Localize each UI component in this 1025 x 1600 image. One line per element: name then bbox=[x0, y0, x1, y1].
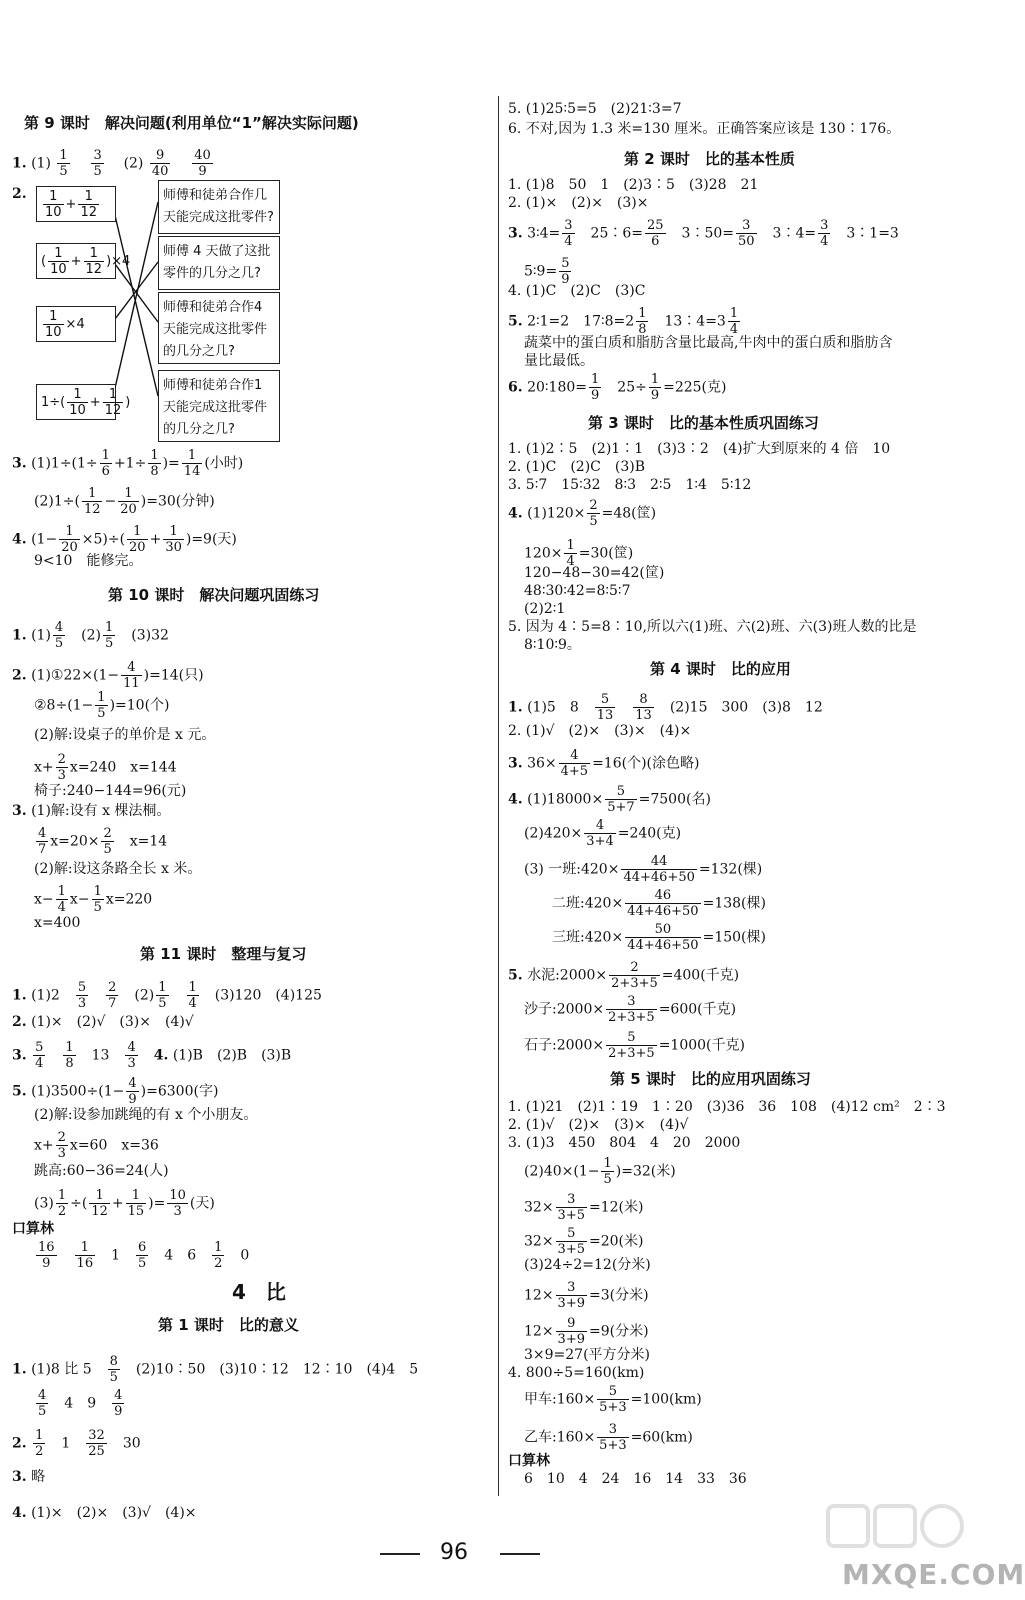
fraction: $\frac{40}{9}$ bbox=[194, 148, 211, 179]
right-top-l1: 5. (1)25∶5=5 (2)21∶3=7 bbox=[508, 101, 682, 117]
lesson2-l5: 4. (1)C (2)C (3)C bbox=[508, 283, 646, 299]
lesson2-l9: 6. 20∶180= $\frac{1}{9}$ 25÷ $\frac{1}{9}$ =225(克) bbox=[508, 372, 727, 403]
chapter4-l5: 4. (1)× (2)× (3)√ (4)× bbox=[12, 1505, 197, 1521]
lesson9-q4: 4. (1− $\frac{1}{20}$ ×5)÷( $\frac{1}{20}$ + $\frac{1}{30}$ )=9(天) bbox=[12, 524, 237, 555]
lesson5-l11: 4. 800÷5=160(km) bbox=[508, 1365, 645, 1381]
lesson2-l8: 量比最低。 bbox=[524, 353, 594, 369]
lesson10-l8: $\frac{4}{7}$ x=20× $\frac{2}{5}$ x=14 bbox=[38, 826, 168, 857]
lesson9-q3b: (2)1÷( $\frac{1}{12}$ − $\frac{1}{20}$ )=30(分钟) bbox=[34, 486, 215, 517]
match-box-right-2: 师傅 4 天做了这批零件的几分之几? bbox=[158, 236, 280, 290]
lesson9-q1: 1. (1) $\frac{1}{5}$ $\frac{3}{5}$ (2) $\frac{9}{40}$ $\frac{40}{9}$ bbox=[12, 148, 211, 179]
lesson4-l7: 二班:420× $\frac{46}{44+46+50}$ =138(棵) bbox=[552, 888, 766, 919]
lesson5-l3: 3. (1)3 450 804 4 20 2000 bbox=[508, 1135, 741, 1151]
lesson3-l5: 120× $\frac{1}{4}$ =30(筐) bbox=[524, 538, 634, 569]
chapter4-l4: 3. 略 bbox=[12, 1469, 46, 1485]
column-divider bbox=[498, 96, 499, 1496]
right-top-l2: 6. 不对,因为 1.3 米=130 厘米。正确答案应该是 130∶176。 bbox=[508, 121, 901, 137]
lesson11-l4: 5. (1)3500÷(1− $\frac{4}{9}$ )=6300(字) bbox=[12, 1076, 219, 1107]
lesson4-l9: 5. 水泥:2000× $\frac{2}{2+3+5}$ =400(千克) bbox=[508, 960, 740, 991]
lesson9-title: 第 9 课时 解决问题(利用单位“1”解决实际问题) bbox=[24, 114, 359, 132]
lesson4-l5: (2)420× $\frac{4}{3+4}$ =240(克) bbox=[524, 818, 682, 849]
chapter4-l2: $\frac{4}{5}$ 4 9 $\frac{4}{9}$ bbox=[38, 1388, 123, 1419]
lesson10-l11: x=400 bbox=[34, 915, 81, 931]
lesson5-l7: (3)24÷2=12(分米) bbox=[524, 1257, 651, 1273]
lesson4-l11: 石子:2000× $\frac{5}{2+3+5}$ =1000(千克) bbox=[524, 1030, 745, 1061]
lesson2-title: 第 2 课时 比的基本性质 bbox=[624, 150, 795, 168]
lesson5-l6: 32× $\frac{5}{3+5}$ =20(米) bbox=[524, 1226, 644, 1257]
chapter4-lesson1-title: 第 1 课时 比的意义 bbox=[158, 1316, 299, 1334]
lesson11-l6: x+ $\frac{2}{3}$ x=60 x=36 bbox=[34, 1130, 159, 1161]
lesson2-l6: 5. 2∶1=2 17∶8=2 $\frac{1}{8}$ 13∶4=3 $\frac{1}{4}$ bbox=[508, 306, 739, 337]
lesson4-l6: (3) 一班:420× $\frac{44}{44+46+50}$ =132(棵) bbox=[524, 854, 763, 885]
lesson3-l3: 3. 5∶7 15∶32 8∶3 2∶5 1∶4 5∶12 bbox=[508, 477, 752, 493]
lesson3-title: 第 3 课时 比的基本性质巩固练习 bbox=[588, 414, 819, 432]
lesson11-l8: (3) $\frac{1}{2}$ ÷( $\frac{1}{12}$ + $\frac{1}{15}$ )= $\frac{10}{3}$ (天) bbox=[34, 1188, 215, 1219]
lesson5-l10: 3×9=27(平方分米) bbox=[524, 1347, 651, 1363]
lesson11-l7: 跳高:60−36=24(人) bbox=[34, 1163, 169, 1179]
lesson3-l4: 4. (1)120× $\frac{2}{5}$ =48(筐) bbox=[508, 498, 657, 529]
lesson3-l9: 5. 因为 4∶5=8∶10,所以六(1)班、六(2)班、六(3)班人数的比是 bbox=[508, 619, 917, 635]
lesson4-l8: 三班:420× $\frac{50}{44+46+50}$ =150(棵) bbox=[552, 922, 766, 953]
lesson10-l7: 3. (1)解:设有 x 棵法桐。 bbox=[12, 803, 171, 819]
lesson9-q4b: 9<10 能修完。 bbox=[34, 553, 143, 569]
lesson5-l12: 甲车:160× $\frac{5}{5+3}$ =100(km) bbox=[524, 1384, 702, 1415]
lesson9-q3a: 3. (1)1÷(1÷ $\frac{1}{6}$ +1÷ $\frac{1}{8}$ )= $\frac{1}{14}$ (小时) bbox=[12, 448, 244, 479]
fraction: $\frac{1}{5}$ bbox=[59, 148, 68, 179]
page-number-dash-right bbox=[500, 1553, 540, 1555]
lesson10-l4: (2)解:设桌子的单价是 x 元。 bbox=[34, 727, 216, 743]
lesson10-l5: x+ $\frac{2}{3}$ x=240 x=144 bbox=[34, 752, 177, 783]
watermark-text: MXQE.COM bbox=[842, 1558, 1025, 1591]
match-box-right-4: 师傅和徒弟合作1天能完成这批零件的几分之几? bbox=[158, 370, 280, 442]
lesson3-l10: 8∶10∶9。 bbox=[524, 637, 581, 653]
lesson2-l4: 5∶9= $\frac{5}{9}$ bbox=[524, 256, 570, 287]
lesson10-l3: ②8÷(1− $\frac{1}{5}$ )=10(个) bbox=[34, 690, 170, 721]
lesson4-l1: 1. (1)5 8 $\frac{5}{13}$ $\frac{8}{13}$ (2)15 300 (3)8 12 bbox=[508, 692, 823, 723]
lesson5-l15: 6 10 4 24 16 14 33 36 bbox=[524, 1471, 747, 1487]
lesson5-l13: 乙车:160× $\frac{3}{5+3}$ =60(km) bbox=[524, 1422, 693, 1453]
page-number-dash-left bbox=[380, 1553, 420, 1555]
lesson4-l10: 沙子:2000× $\frac{3}{2+3+5}$ =600(千克) bbox=[524, 994, 737, 1025]
match-box-right-1: 师傅和徒弟合作几天能完成这批零件? bbox=[158, 180, 280, 234]
match-box-right-3: 师傅和徒弟合作4天能完成这批零件的几分之几? bbox=[158, 292, 280, 364]
lesson3-l1: 1. (1)2∶5 (2)1∶1 (3)3∶2 (4)扩大到原来的 4 倍 10 bbox=[508, 441, 891, 457]
match-box-left-1: 1 10 + 1 12 bbox=[36, 186, 116, 222]
lesson3-l2: 2. (1)C (2)C (3)B bbox=[508, 459, 646, 475]
lesson10-l2: 2. (1)①22×(1− $\frac{4}{11}$ )=14(只) bbox=[12, 660, 204, 691]
lesson4-title: 第 4 课时 比的应用 bbox=[650, 660, 791, 678]
lesson11-l5: (2)解:设参加跳绳的有 x 个小朋友。 bbox=[34, 1107, 258, 1123]
lesson5-l1: 1. (1)21 (2)1∶19 1∶20 (3)36 36 108 (4)12 cm² 2∶3 bbox=[508, 1099, 946, 1115]
chapter4-title: 4 比 bbox=[232, 1280, 286, 1304]
chapter4-l3: 2. $\frac{1}{2}$ 1 $\frac{32}{25}$ 30 bbox=[12, 1428, 141, 1459]
lesson11-title: 第 11 课时 整理与复习 bbox=[140, 945, 307, 963]
lesson5-l14: 口算林 bbox=[508, 1453, 550, 1469]
lesson11-l2: 2. (1)× (2)√ (3)× (4)√ bbox=[12, 1014, 194, 1030]
lesson4-l3: 3. 36× $\frac{4}{4+5}$ =16(个)(涂色略) bbox=[508, 748, 700, 779]
match-box-left-4: 1÷( 1 10 + 1 12 ) bbox=[36, 384, 116, 420]
lesson10-l10: x− $\frac{1}{4}$ x− $\frac{1}{5}$ x=220 bbox=[34, 884, 153, 915]
page-number: 96 bbox=[440, 1540, 468, 1565]
lesson2-l2: 2. (1)× (2)× (3)× bbox=[508, 195, 649, 211]
lesson5-l8: 12× $\frac{3}{3+9}$ =3(分米) bbox=[524, 1280, 649, 1311]
fraction: $\frac{3}{5}$ bbox=[93, 148, 102, 179]
lesson11-l9: 口算林 bbox=[12, 1221, 54, 1237]
lesson5-title: 第 5 课时 比的应用巩固练习 bbox=[610, 1070, 811, 1088]
fraction: $\frac{9}{40}$ bbox=[151, 148, 169, 179]
lesson2-l3: 3. 3∶4= $\frac{3}{4}$ 25∶6= $\frac{25}{6}$ 3∶50= $\frac{3}{50}$ 3∶4= $\frac{3}{4}$ 3∶1=3 bbox=[508, 218, 899, 249]
lesson11-l10: $\frac{16}{9}$ $\frac{1}{16}$ 1 $\frac{6}{5}$ 4 6 $\frac{1}{2}$ 0 bbox=[38, 1240, 250, 1271]
lesson11-l1: 1. (1)2 $\frac{5}{3}$ $\frac{2}{7}$ (2) $\frac{1}{5}$ $\frac{1}{4}$ (3)120 (4)125 bbox=[12, 980, 322, 1011]
lesson10-title: 第 10 课时 解决问题巩固练习 bbox=[108, 586, 320, 604]
match-box-left-2: ( 1 10 + 1 12 )×4 bbox=[36, 243, 116, 279]
lesson2-l1: 1. (1)8 50 1 (2)3∶5 (3)28 21 bbox=[508, 177, 759, 193]
lesson5-l9: 12× $\frac{9}{3+9}$ =9(分米) bbox=[524, 1316, 649, 1347]
lesson3-l8: (2)2∶1 bbox=[524, 601, 566, 617]
lesson5-l4: (2)40×(1− $\frac{1}{5}$ )=32(米) bbox=[524, 1156, 676, 1187]
lesson3-l7: 48∶30∶42=8∶5∶7 bbox=[524, 583, 631, 599]
lesson2-l7: 蔬菜中的蛋白质和脂肪含量比最高,牛肉中的蛋白质和脂肪含 bbox=[524, 335, 893, 351]
lesson3-l6: 120−48−30=42(筐) bbox=[524, 565, 665, 581]
lesson4-l2: 2. (1)√ (2)× (3)× (4)× bbox=[508, 723, 692, 739]
lesson11-l3: 3. $\frac{5}{4}$ $\frac{1}{8}$ 13 $\frac{4}{3}$ 4. (1)B (2)B (3)B bbox=[12, 1040, 292, 1071]
lesson10-l6: 椅子:240−144=96(元) bbox=[34, 783, 187, 799]
lesson5-l5: 32× $\frac{3}{3+5}$ =12(米) bbox=[524, 1192, 644, 1223]
lesson9-q2-num: 2. bbox=[12, 186, 27, 202]
lesson5-l2: 2. (1)√ (2)× (3)× (4)√ bbox=[508, 1117, 689, 1133]
lesson4-l4: 4. (1)18000× $\frac{5}{5+7}$ =7500(名) bbox=[508, 784, 711, 815]
chapter4-l1: 1. (1)8 比 5 $\frac{8}{5}$ (2)10∶50 (3)10∶12 12∶10 (4)4 5 bbox=[12, 1354, 419, 1385]
lesson10-l1: 1. (1) $\frac{4}{5}$ (2) $\frac{1}{5}$ (3)32 bbox=[12, 620, 169, 651]
match-box-left-3: 1 10 ×4 bbox=[36, 306, 116, 342]
lesson10-l9: (2)解:设这条路全长 x 米。 bbox=[34, 861, 202, 877]
